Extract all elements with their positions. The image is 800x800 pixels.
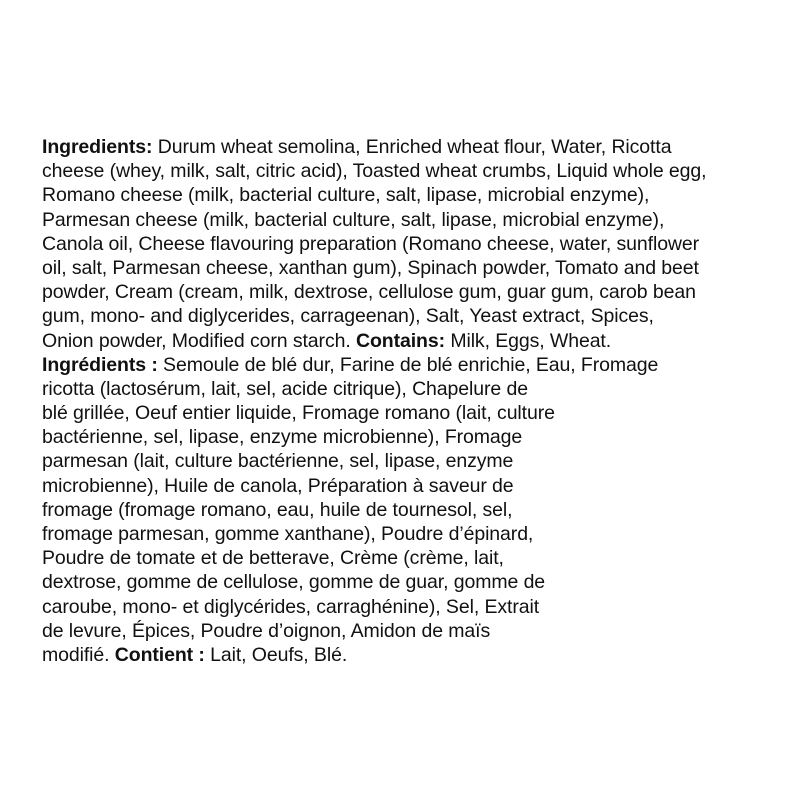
french-line-11: caroube, mono- et diglycérides, carraghénine), Sel, Extrait [42,595,540,618]
french-line-7: fromage (fromage romano, eau, huile de tournesol, sel, [42,498,513,521]
french-line-8: fromage parmesan, gomme xanthane), Poudre d’épinard, [42,523,534,545]
english-line-3: Romano cheese (milk, bacterial culture, salt, lipase, microbial enzyme), [42,184,650,207]
english-line-9: Onion powder, Modified corn starch. Contains: Milk, Eggs, Wheat. [42,329,612,352]
english-contains-text: Milk, Eggs, Wheat. [445,329,612,352]
french-line-2: ricotta (lactosérum, lait, sel, acide citrique), Chapelure de [42,377,528,400]
english-line-1: Ingredients: Durum wheat semolina, Enriched wheat flour, Water, Ricotta [42,136,672,158]
french-ingredients-heading: Ingrédients : [42,353,158,376]
french-line-12: de levure, Épices, Poudre d’oignon, Amidon de maïs [42,619,491,642]
english-contains-heading: Contains: [355,329,445,352]
french-line-3: blé grillée, Oeuf entier liquide, Fromage romano (lait, culture [42,402,555,425]
english-line-5: Canola oil, Cheese flavouring preparation (Romano cheese, water, sunflower [42,232,700,255]
french-contains-heading: Contient : [114,643,205,666]
english-line-4: Parmesan cheese (milk, bacterial culture, salt, lipase, microbial enzyme), [42,208,665,231]
french-contains-text: Lait, Oeufs, Blé. [204,643,348,666]
french-line-6: microbienne), Huile de canola, Préparation à saveur de [42,474,514,497]
ingredient-label [42,135,782,667]
french-line-10: dextrose, gomme de cellulose, gomme de guar, gomme de [42,571,546,594]
english-ingredients-heading: Ingredients: [42,136,153,158]
english-line-8: gum, mono- and diglycerides, carrageenan), Salt, Yeast extract, Spices, [42,305,654,328]
english-line-2: cheese (whey, milk, salt, citric acid), Toasted wheat crumbs, Liquid whole egg, [42,160,707,183]
french-line-13: modifié. Contient : Lait, Oeufs, Blé. [42,643,348,666]
french-line-9: Poudre de tomate et de betterave, Crème (crème, lait, [42,547,504,570]
french-line-5: parmesan (lait, culture bactérienne, sel, lipase, enzyme [42,450,514,473]
french-line-4: bactérienne, sel, lipase, enzyme microbienne), Fromage [42,426,523,449]
french-line-1: Ingrédients : Semoule de blé dur, Farine de blé enrichie, Eau, Fromage [42,353,659,376]
english-line-6: oil, salt, Parmesan cheese, xanthan gum), Spinach powder, Tomato and beet [42,256,699,279]
english-line-7: powder, Cream (cream, milk, dextrose, cellulose gum, guar gum, carob bean [42,281,696,304]
